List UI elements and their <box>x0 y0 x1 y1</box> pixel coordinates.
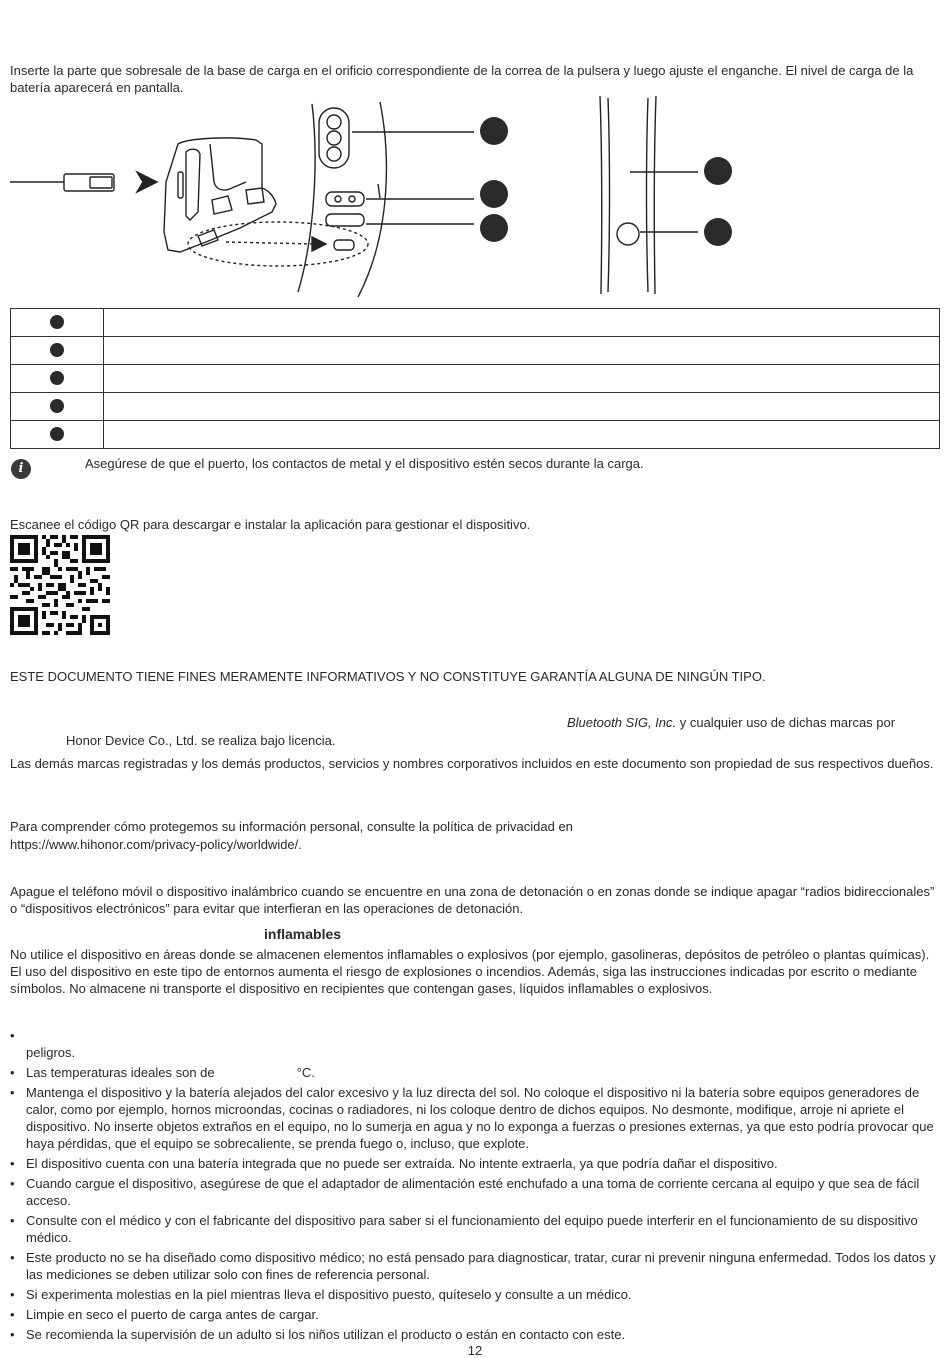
callout-dot <box>50 399 64 413</box>
list-item: peligros. <box>26 1045 76 1060</box>
list-item: • Limpie en seco el puerto de carga antes de cargar. <box>10 1307 319 1322</box>
band-front <box>600 96 602 294</box>
callout-4 <box>704 157 732 185</box>
callout-dot <box>50 343 64 357</box>
flammable-heading: inflamables <box>264 926 342 942</box>
list-item: • El dispositivo cuenta con una batería integrada que no puede ser extraída. No intente extraerla, ya que podría dañar el dispositivo. <box>10 1156 778 1171</box>
callout-dot <box>50 371 64 385</box>
list-item: • Mantenga el dispositivo y la batería alejados del calor excesivo y la luz directa del sol. No coloque el dispositivo ni la batería sobre equipos generadores de calor, como por ejemplo, hornos microondas, cocinas o radiadores, ni los coloque dentro de dichos equipos. No desmonte, modifique, arroje ni apriete el dispositivo. No inserte objetos extraños en el equipo, no lo sumerja en agua y no lo exponga a fuerzas o presiones externas, ya que esto podría provocar que haya pérdidas, que el equipo se sobrecaliente, se prenda fuego o, incluso, que explote. <box>10 1085 934 1151</box>
table-row <box>11 365 940 393</box>
table-row <box>11 393 940 421</box>
table-row <box>11 421 940 449</box>
flammable-warning: No utilice el dispositivo en áreas donde se almacenen elementos inflamables o explosivos (por ejemplo, gasolineras, depósitos de petróleo o plantas químicas). El uso del dispositivo en este tipo de entornos aumenta el riesgo de explosiones o incendios. Además, siga las instrucciones indicadas por escrito o mediante símbolos. No almacene ni transporte el dispositivo en recipientes que contengan gases, líquidos inflamables o explosivos. <box>10 947 930 996</box>
list-item: • Consulte con el médico y con el fabricante del dispositivo para saber si el funcionamiento del equipo puede interferir en el funcionamiento de su dispositivo médico. <box>10 1213 918 1245</box>
bluetooth-owner: Bluetooth SIG, Inc. <box>567 715 677 730</box>
parts-table <box>10 308 940 449</box>
callout-2 <box>480 180 508 208</box>
detonation-warning: Apague el teléfono móvil o dispositivo inalámbrico cuando se encuentre en una zona de detonación o en zonas donde se indique apagar “radios bidireccionales” o “dispositivos electrónicos” para evitar que interfieran en las operaciones de detonación. <box>10 884 935 916</box>
list-item: • Si experimenta molestias en la piel mientras lleva el dispositivo puesto, quíteselo y consulte a un médico. <box>10 1287 632 1302</box>
charging-cradle <box>164 138 276 252</box>
list-item: • <box>10 1028 15 1043</box>
table-row <box>11 309 940 337</box>
charging-instructions: Inserte la parte que sobresale de la base de carga en el orificio correspondiente de la correa de la pulsera y luego ajuste el enganche. El nivel de carga de la batería aparecerá en pantalla. <box>10 63 914 95</box>
callout-dot <box>50 427 64 441</box>
qr-code <box>10 535 110 635</box>
note-text: Asegúrese de que el puerto, los contactos de metal y el dispositivo estén secos durante la carga. <box>85 456 644 471</box>
privacy-text: Para comprender cómo protegemos su información personal, consulte la política de privacidad en <box>10 819 573 834</box>
dashed-ellipse <box>188 222 368 266</box>
callout-3 <box>480 214 508 242</box>
other-trademarks: Las demás marcas registradas y los demás productos, servicios y nombres corporativos incluidos en este documento son propiedad de sus respectivos dueños. <box>10 756 934 771</box>
list-item: • Las temperaturas ideales son de °C. <box>10 1065 315 1080</box>
arrow-right-icon <box>137 172 157 192</box>
list-item: • Este producto no se ha diseñado como dispositivo médico; no está pensado para diagnosticar, tratar, curar ni prevenir ninguna enfermedad. Todos los datos y las mediciones se deben utilizar solo con fines de referencia personal. <box>10 1250 936 1282</box>
bluetooth-text: y cualquier uso de dichas marcas por <box>676 715 896 730</box>
callout-dot <box>50 315 64 329</box>
safety-list <box>10 1027 940 1346</box>
callout-1 <box>480 117 508 145</box>
table-row <box>11 337 940 365</box>
charging-diagram <box>0 92 950 300</box>
list-item: • Cuando cargue el dispositivo, asegúrese de que el adaptador de alimentación esté enchufado a una toma de corriente cercana al equipo y que sea de fácil acceso. <box>10 1176 920 1208</box>
privacy-url: https://www.hihonor.com/privacy-policy/worldwide/. <box>10 837 302 852</box>
page-number: 12 <box>467 1343 483 1358</box>
bluetooth-trademark-line <box>567 714 940 731</box>
list-item: • Se recomienda la supervisión de un adulto si los niños utilizan el producto o están en contacto con este. <box>10 1327 626 1342</box>
callout-5 <box>704 218 732 246</box>
legal-disclaimer: ESTE DOCUMENTO TIENE FINES MERAMENTE INFORMATIVOS Y NO CONSTITUYE GARANTÍA ALGUNA DE NINGÚN TIPO. <box>10 669 766 684</box>
bluetooth-licence: Honor Device Co., Ltd. se realiza bajo licencia. <box>66 733 336 748</box>
app-scan-text: Escanee el código QR para descargar e instalar la aplicación para gestionar el dispositivo. <box>10 517 531 532</box>
info-icon: i <box>11 459 31 479</box>
